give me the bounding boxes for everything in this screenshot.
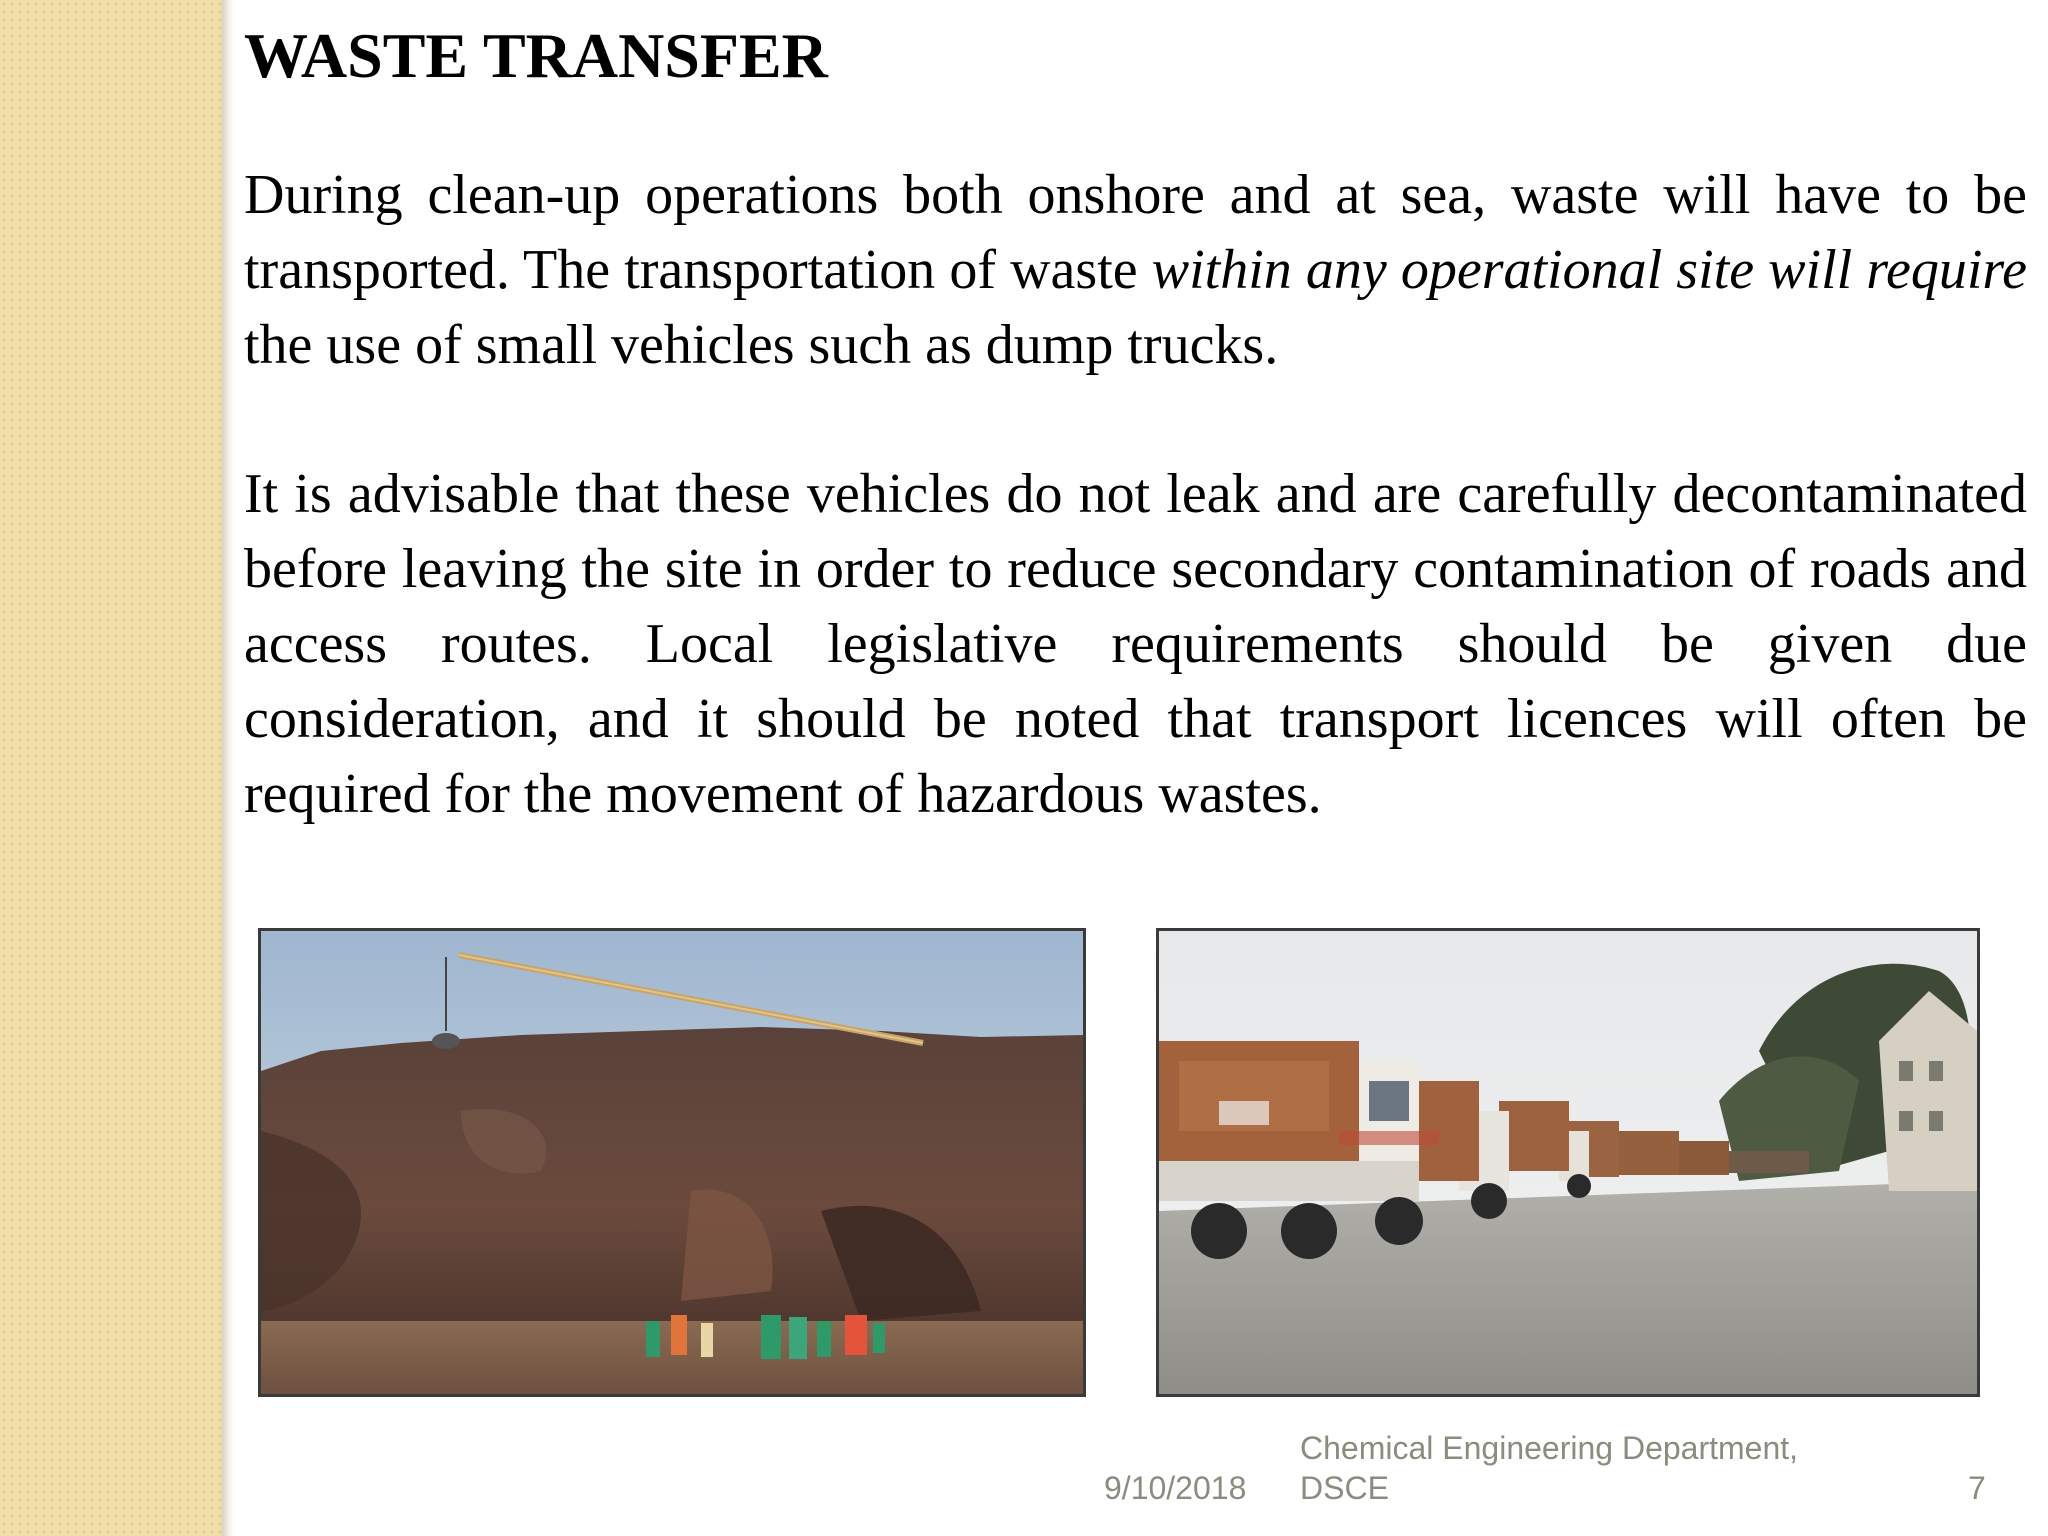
footer-department [1300, 1428, 1798, 1508]
paragraph-1 [244, 158, 2027, 383]
photo-dump-trucks-convoy [1156, 928, 1980, 1397]
photo-crane-waste-heap [258, 928, 1086, 1397]
footer-page-number: 7 [1968, 1470, 1986, 1506]
footer-department-line-2: DSCE [1300, 1470, 1389, 1506]
footer-date: 9/10/2018 [1104, 1470, 1247, 1506]
footer-department-line-1: Chemical Engineering Department, [1300, 1430, 1799, 1466]
side-band-shadow [222, 0, 234, 1536]
decorative-side-band [0, 0, 222, 1536]
paragraph-2: It is advisable that these vehicles do not leak and are carefully decontaminated before leaving the site in order to reduce secondary contamination of roads and access routes. Local legislative requirements should be given due consideration, and it should be noted that transport licences will often be required for the movement of hazardous wastes. [244, 463, 2027, 825]
trucks-scene-image [1159, 931, 1977, 1394]
workers-group [646, 1315, 885, 1359]
paragraph-1-text-a: During clean-up operations both onshore and at sea, waste will have to be transported. The transportation of waste [244, 164, 2027, 301]
crane-scene-image [261, 931, 1083, 1394]
paragraph-1-text-b: the use of small vehicles such as dump trucks. [244, 314, 1279, 376]
slide-title: WASTE TRANSFER [244, 20, 828, 91]
paragraph-1-italic: within any operational site will require [1151, 239, 2028, 301]
